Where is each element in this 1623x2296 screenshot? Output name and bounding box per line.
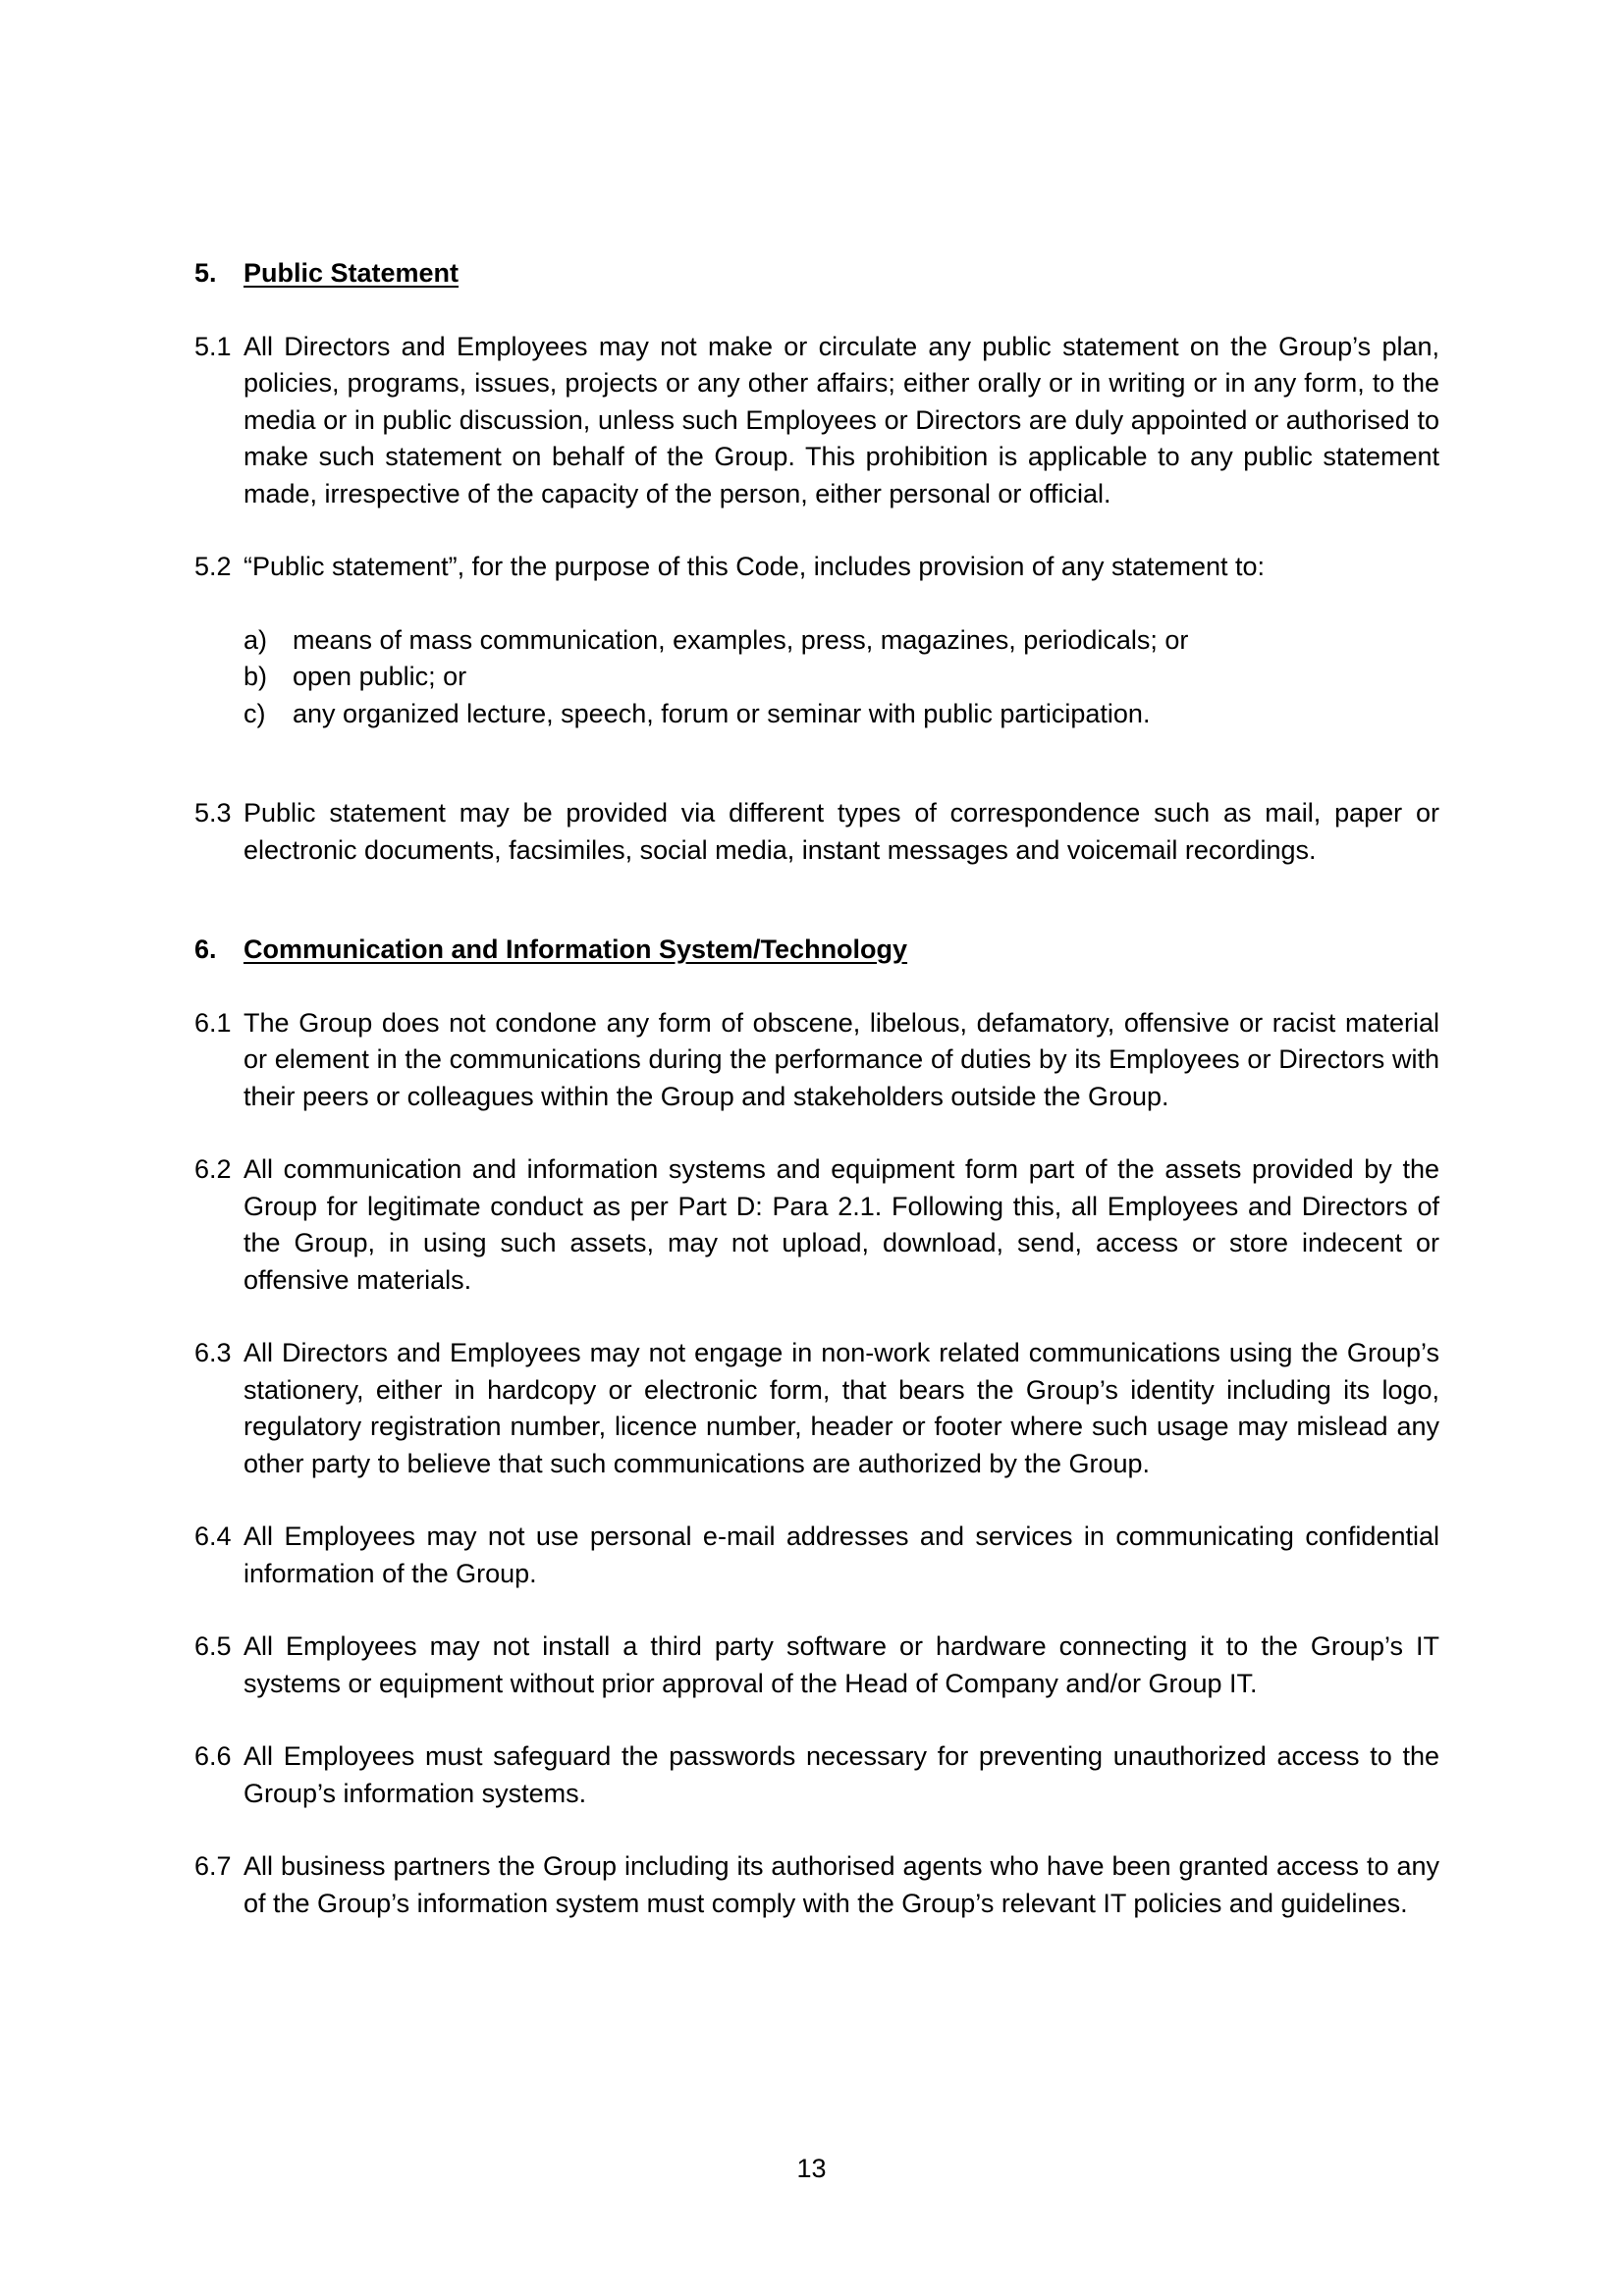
section-heading-6 [194,932,1439,969]
section-heading-5 [194,255,1439,293]
paragraph-text: All communication and information systems and equipment form part of the assets provided by the Group for legitimate conduct as per Part D: Para 2.1. Following this, all Employees and Directors of the Group, in using such assets, may not upload, download, send, access or store indecent or offensive materials. [243,1154,1439,1295]
paragraph-6-6 [194,1738,1439,1812]
paragraph-text: “Public statement”, for the purpose of this Code, includes provision of any statement to: [243,552,1266,581]
paragraph-5-3 [194,795,1439,869]
section-title: Public Statement [243,258,460,288]
section-title: Communication and Information System/Technology [243,934,908,964]
paragraph-number: 6.2 [194,1154,232,1184]
page-content [194,255,1439,1958]
paragraph-number: 6.4 [194,1522,232,1551]
list-item [243,659,1439,696]
paragraph-number: 5.2 [194,552,232,581]
section-number: 6. [194,934,217,964]
paragraph-number: 6.5 [194,1631,232,1661]
list-item-text: open public; or [293,662,467,691]
paragraph-6-3 [194,1335,1439,1482]
paragraph-number: 6.7 [194,1851,232,1881]
paragraph-5-2 [194,549,1439,586]
paragraph-6-5 [194,1629,1439,1702]
paragraph-5-1 [194,329,1439,513]
paragraph-text: All Employees may not use personal e-mail addresses and services in communicating confidential information of the Group. [243,1522,1439,1588]
page-number: 13 [796,2154,827,2183]
paragraph-number: 5.1 [194,331,232,361]
paragraph-6-7 [194,1848,1439,1922]
list-item-label: c) [243,698,266,728]
paragraph-number: 6.3 [194,1338,232,1367]
paragraph-6-2 [194,1151,1439,1299]
paragraph-6-4 [194,1519,1439,1592]
paragraph-text: Public statement may be provided via different types of correspondence such as mail, paper or electronic documents, facsimiles, social media, instant messages and voicemail recordings. [243,798,1439,865]
list-item [243,696,1439,733]
list-item-text: any organized lecture, speech, forum or seminar with public participation. [293,698,1151,728]
paragraph-6-1 [194,1005,1439,1116]
list-item-label: a) [243,624,268,655]
paragraph-5-2-list [243,622,1439,733]
paragraph-number: 6.1 [194,1007,232,1038]
paragraph-text: The Group does not condone any form of obscene, libelous, defamatory, offensive or racist material or element in the communications during the performance of duties by its Employees or Directors with their peers or colleagues within the Group and stakeholders outside the Group. [243,1007,1439,1111]
paragraph-text: All Directors and Employees may not make or circulate any public statement on the Group’s plan, policies, programs, issues, projects or any other affairs; either orally or in writing or in any form, to the media or in public discussion, unless such Employees or Directors are duly appointed or authorised to make such statement on behalf of the Group. This prohibition is applicable to any public statement made, irrespective of the capacity of the person, either personal or official. [243,331,1439,508]
paragraph-text: All business partners the Group including its authorised agents who have been granted access to any of the Group’s information system must comply with the Group’s relevant IT policies and guidelines. [243,1851,1439,1918]
paragraph-text: All Employees may not install a third party software or hardware connecting it to the Group’s IT systems or equipment without prior approval of the Head of Company and/or Group IT. [243,1631,1439,1698]
list-item [243,622,1439,660]
list-item-text: means of mass communication, examples, press, magazines, periodicals; or [293,624,1189,655]
list-item-label: b) [243,662,268,691]
paragraph-text: All Employees must safeguard the passwords necessary for preventing unauthorized access to the Group’s information systems. [243,1741,1439,1808]
paragraph-number: 6.6 [194,1741,232,1771]
paragraph-text: All Directors and Employees may not engage in non-work related communications using the Group’s stationery, either in hardcopy or electronic form, that bears the Group’s identity including its logo, regulatory registration number, licence number, header or footer where such usage may mislead any other party to believe that such communications are authorized by the Group. [243,1338,1439,1478]
section-number: 5. [194,258,217,288]
paragraph-number: 5.3 [194,798,232,828]
